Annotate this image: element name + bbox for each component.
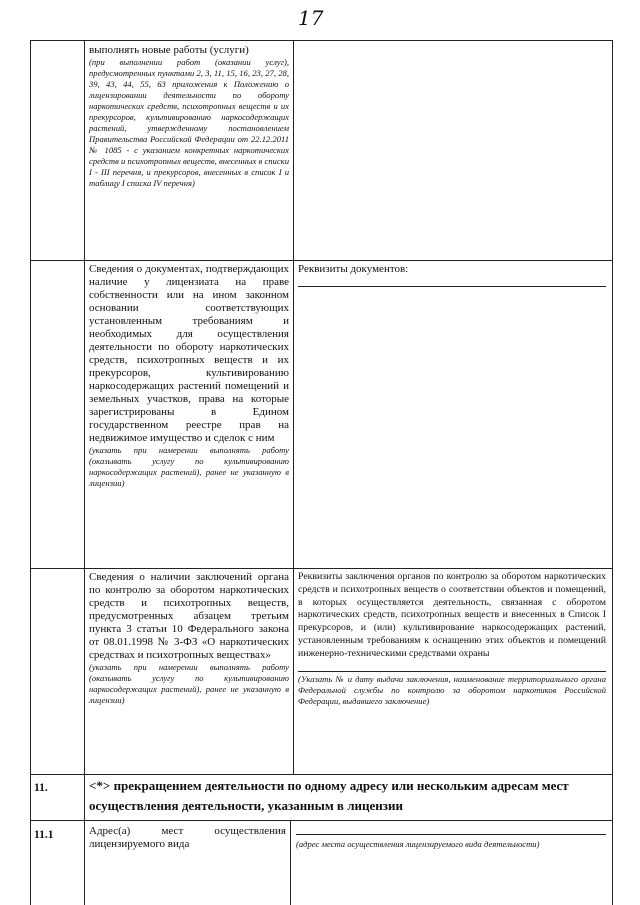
row1-left-text: выполнять новые работы (услуги) xyxy=(89,44,249,56)
section-number-11-1: 11.1 xyxy=(34,829,54,841)
row5-fill-line xyxy=(296,834,606,835)
row-border-3 xyxy=(30,774,613,775)
page-number: 17 xyxy=(298,6,324,30)
row5-number-cell xyxy=(34,825,82,843)
row-border-4 xyxy=(30,820,613,821)
row3-right-cell xyxy=(298,571,606,707)
row5-right-note: (адрес места осуществления лицензируемого вида деятельности) xyxy=(296,839,540,849)
section-11-heading: <*> прекращением деятельности по одному адресу или нескольким адресам мест осуществления деятельности, указанным в лицензии xyxy=(89,778,569,813)
row-border-2 xyxy=(30,568,613,569)
row-border-1 xyxy=(30,260,613,261)
row3-right-text: Реквизиты заключения органов по контролю за оборотом наркотических средств и психотропных веществ о соответствии объектов и помещений, в которых осуществляется деятельность, связанная с оборотом наркотических средств, психотропных веществ и внесенных в Список I прекурсоров, и (или) культивирование наркосодержащих растений, установленным требованиям к оснащению этих объектов и помещений инженерно-техническими средствами охраны xyxy=(298,571,606,659)
section-number-11: 11. xyxy=(34,782,48,794)
table-right-border xyxy=(612,40,613,905)
column-divider-middle-bottom xyxy=(290,820,291,905)
column-divider-middle-top xyxy=(293,40,294,774)
row2-fill-line xyxy=(298,286,606,287)
row5-left-cell xyxy=(89,825,286,851)
row3-left-text: Сведения о наличии заключений органа по контролю за оборотом наркотических средств и психотропных веществ, предусмотренных абзацем третьим пункта 3 статьи 10 Федерального закона от 08.01.1998 № 3-ФЗ «О наркотических средствах и психотропных веществах» xyxy=(89,571,289,661)
column-divider-number xyxy=(84,40,85,905)
row3-left-cell xyxy=(89,571,289,706)
row4-text-cell xyxy=(89,776,607,816)
row1-left-note: (при выполнении работ (оказании услуг), предусмотренных пунктами 2, 3, 11, 15, 16, 23, 27, 28, 39, 43, 44, 55, 63 приложения к Положению о лицензировании деятельности по обороту наркотических средств, психотропных веществ и их прекурсоров, культивированию наркосодержащих растений, утвержденному постановлением Правительства Российской Федерации от 22.12.2011 № 1085 - с указанием конкретных наркотических средств и психотропных веществ, внесенных в списки I - III перечня, и прекурсоров, внесенных в список I и таблицу I списка IV перечня) xyxy=(89,57,289,188)
row3-right-note: (Указать № и дату выдачи заключения, наименование территориального органа Федеральной службы по контролю за оборотом наркотиков Российской Федерации, выдавшего заключение) xyxy=(298,673,606,706)
row4-number-cell xyxy=(34,778,82,796)
row1-left-cell xyxy=(89,44,289,189)
row5-left-text: Адрес(а) мест осуществления лицензируемого вида xyxy=(89,825,286,850)
row3-left-note: (указать при намерении выполнять работу (оказывать услугу по культивированию наркосодержащих растений), ранее не указанную в лицензии) xyxy=(89,662,289,705)
row2-right-text: Реквизиты документов: xyxy=(298,263,409,275)
table-top-border xyxy=(30,40,613,41)
row2-left-text: Сведения о документах, подтверждающих наличие у лицензиата на праве собственности или на ином законном основании соответствующих установленным требованиям и необходимых для осуществления деятельности по обороту наркотических средств, психотропных веществ и их прекурсоров, культивированию наркосодержащих растений помещений и земельных участков, права на которые зарегистрированы в Едином государственном реестре прав на недвижимое имущество и сделок с ним xyxy=(89,263,289,444)
row2-left-cell xyxy=(89,263,289,489)
table-left-border xyxy=(30,40,31,905)
row5-right-cell xyxy=(296,834,606,850)
row3-fill-line xyxy=(298,671,606,672)
row2-right-cell xyxy=(298,263,606,287)
row2-left-note: (указать при намерении выполнять работу (оказывать услугу по культивированию наркосодержащих растений), ранее не указанную в лицензии) xyxy=(89,445,289,488)
